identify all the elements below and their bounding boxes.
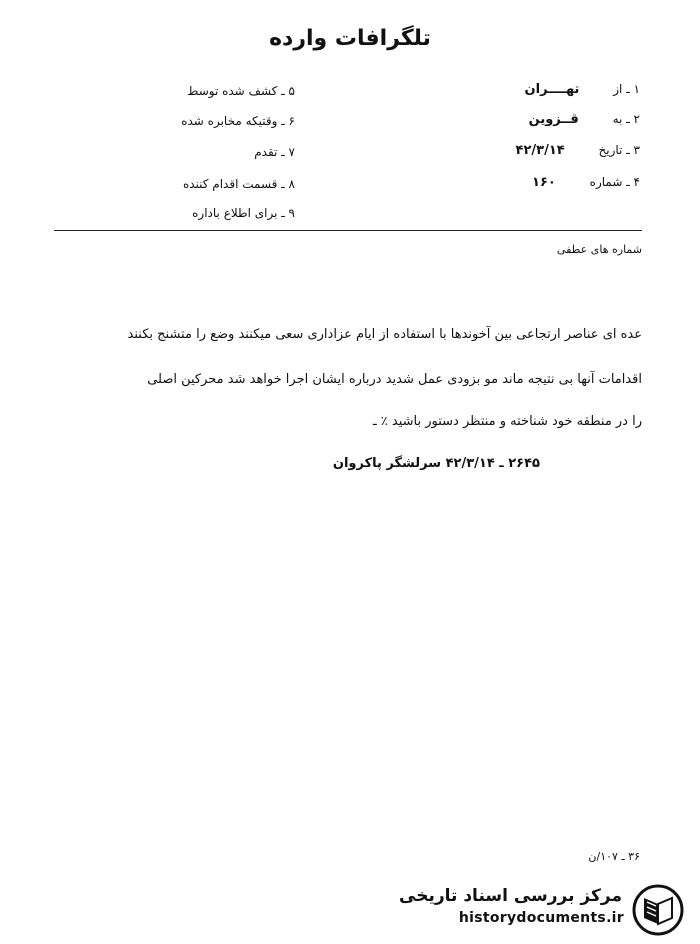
document-title: تلگرافات وارده bbox=[269, 26, 431, 51]
message-line-3: را در منطقه خود شناخته و منتظر دستور باشید ٪ ـ bbox=[372, 414, 642, 429]
field-number bbox=[532, 175, 640, 190]
watermark-persian-text: مرکز بررسی اسناد تاریخی bbox=[399, 886, 622, 906]
field-from-value: تهــــران bbox=[524, 82, 580, 97]
field-to-label: ۲ ـ به bbox=[612, 112, 640, 126]
field-date-label: ۳ ـ تاریخ bbox=[598, 143, 640, 157]
field-date-value: ۴۲/۳/۱۴ bbox=[515, 143, 565, 158]
field-to bbox=[529, 112, 640, 127]
watermark-english-text: historydocuments.ir bbox=[458, 910, 624, 926]
signature-line: ۲۶۴۵ ـ ۴۲/۳/۱۴ سرلشگر پاکروان bbox=[332, 456, 540, 471]
field-transmitted-time: ۶ ـ وقتیکه مخابره شده bbox=[181, 114, 295, 128]
message-line-2: اقدامات آنها بی نتیجه ماند مو بزودی عمل شدید درباره ایشان اجرا خواهد شد محرکین اصلی bbox=[147, 372, 642, 387]
field-number-label: ۴ ـ شماره bbox=[589, 175, 640, 189]
reference-numbers-label: شماره های عطفی bbox=[556, 243, 642, 256]
field-action-section: ۸ ـ قسمت اقدام کننده bbox=[182, 177, 295, 191]
divider-line bbox=[54, 230, 642, 231]
archive-watermark bbox=[399, 882, 688, 938]
message-line-1: عده ای عناصر ارتجاعی بین آخوندها با استفاده از ایام عزاداری سعی میکنند وضع را متشنج بکنند bbox=[127, 327, 642, 342]
archive-reference: ۳۶ ـ ۱۰۷/ن bbox=[588, 850, 640, 863]
field-number-value: ۱۶۰ bbox=[532, 175, 556, 190]
field-date bbox=[516, 143, 640, 158]
field-decoded-by: ۵ ـ کشف شده توسط bbox=[187, 84, 295, 98]
book-logo-icon bbox=[632, 884, 684, 936]
field-from bbox=[525, 82, 640, 97]
field-priority: ۷ ـ تقدم bbox=[254, 145, 295, 159]
field-for-information: ۹ ـ برای اطلاع باداره bbox=[192, 206, 295, 220]
field-from-label: ۱ ـ از bbox=[613, 82, 640, 96]
field-to-value: قــزوین bbox=[528, 112, 579, 127]
